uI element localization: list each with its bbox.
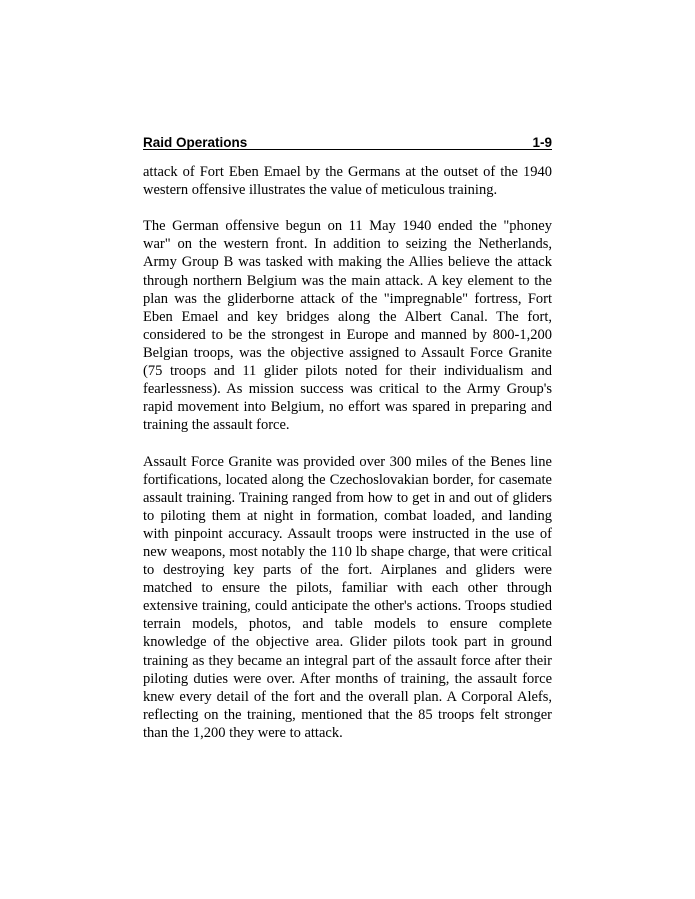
body-text <box>143 163 552 760</box>
paragraph-3: Assault Force Granite was provided over 300 miles of the Benes line fortifications, located along the Czechoslovakian border, for casemate assault training. Training ranged from how to get in and out of gliders to piloting them at night in formation, combat loaded, and landing with pinpoint accuracy. Assault troops were instructed in the use of new weapons, most notably the 110 lb shape charge, that were critical to destroying key parts of the fort. Airplanes and gliders were matched to ensure the pilots, familiar with each other through extensive training, could anticipate the other's actions. Troops studied terrain models, photos, and table models to ensure complete knowledge of the objective area. Glider pilots took part in ground training as they became an integral part of the assault force after their piloting duties were over. After months of training, the assault force knew every detail of the fort and the overall plan. A Corporal Alefs, reflecting on the training, mentioned that the 85 troops felt stronger than the 1,200 they were to attack. <box>143 453 552 741</box>
page-number: 1-9 <box>532 135 552 150</box>
paragraph-1: attack of Fort Eben Emael by the Germans at the outset of the 1940 western offensive illustrates the value of meticulous training. <box>143 164 552 199</box>
page-header <box>143 132 552 150</box>
paragraph-2: The German offensive begun on 11 May 1940 ended the "phoney war" on the western front. In addition to seizing the Netherlands, Army Group B was tasked with making the Allies believe the attack through northern Belgium was the main attack. A key element to the plan was the gliderborne attack of the "impregnable" fortress, Fort Eben Emael and key bridges along the Albert Canal. The fort, considered to be the strongest in Europe and manned by 800-1,200 Belgian troops, was the objective assigned to Assault Force Granite (75 troops and 11 glider pilots noted for their individualism and fearlessness). As mission success was critical to the Army Group's rapid movement into Belgium, no effort was spared in preparing and training the assault force. <box>143 218 552 434</box>
section-title: Raid Operations <box>143 135 248 150</box>
